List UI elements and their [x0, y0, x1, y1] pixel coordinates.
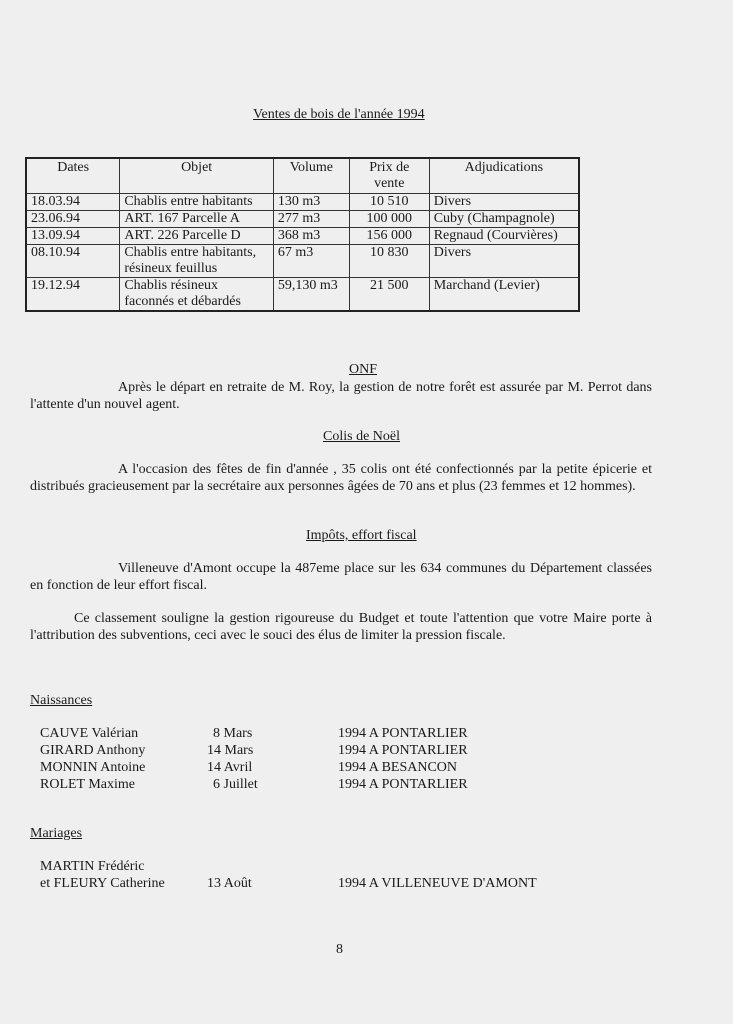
naissances-title: Naissances	[30, 693, 93, 708]
marriage-place: 1994 A VILLENEUVE D'AMONT	[338, 876, 537, 891]
cell-adjudication: Cuby (Champagnole)	[429, 211, 579, 228]
cell-prix: 21 500	[349, 278, 429, 312]
impots-title: Impôts, effort fiscal	[306, 528, 417, 543]
cell-prix: 100 000	[349, 211, 429, 228]
cell-date: 18.03.94	[26, 194, 120, 211]
header-volume: Volume	[273, 158, 349, 194]
table-row	[26, 245, 579, 278]
cell-objet-line: Chablis résineux	[124, 278, 219, 293]
birth-place: 1994 A PONTARLIER	[338, 777, 468, 792]
cell-objet	[120, 245, 274, 278]
table-row	[26, 278, 579, 312]
birth-date: 8 Mars	[213, 726, 253, 741]
mariages-title: Mariages	[30, 826, 83, 841]
cell-objet-line: résineux feuillus	[124, 261, 218, 276]
impots-paragraph-1: Villeneuve d'Amont occupe la 487eme place sur les 634 communes du Département classées en fonction de leur effort fiscal.	[30, 561, 652, 593]
birth-name: MONNIN Antoine	[40, 760, 146, 775]
cell-adjudication: Regnaud (Courvières)	[429, 228, 579, 245]
cell-volume: 67 m3	[273, 245, 349, 278]
cell-objet-line: faconnés et débardés	[124, 294, 241, 309]
cell-date: 08.10.94	[26, 245, 120, 278]
colis-paragraph: A l'occasion des fêtes de fin d'année , 35 colis ont été confectionnés par la petite épicerie et distribués gracieusement par la secrétaire aux personnes âgées de 70 ans et plus (23 femmes et 12 hommes).	[30, 462, 652, 494]
onf-title: ONF	[349, 362, 378, 377]
cell-volume: 368 m3	[273, 228, 349, 245]
marriage-date: 13 Août	[207, 876, 252, 891]
sales-title: Ventes de bois de l'année 1994	[253, 107, 425, 122]
birth-name: ROLET Maxime	[40, 777, 136, 792]
colis-title: Colis de Noël	[323, 429, 400, 444]
table-row	[26, 228, 579, 245]
header-adjudications: Adjudications	[429, 158, 579, 194]
header-objet: Objet	[120, 158, 274, 194]
table-row	[26, 194, 579, 211]
birth-date: 6 Juillet	[213, 777, 258, 792]
cell-prix: 10 830	[349, 245, 429, 278]
cell-objet: ART. 226 Parcelle D	[120, 228, 274, 245]
cell-adjudication: Divers	[429, 194, 579, 211]
birth-place: 1994 A PONTARLIER	[338, 726, 468, 741]
table-header-row	[26, 158, 579, 194]
birth-date: 14 Avril	[207, 760, 253, 775]
cell-volume: 277 m3	[273, 211, 349, 228]
birth-date: 14 Mars	[207, 743, 254, 758]
cell-date: 23.06.94	[26, 211, 120, 228]
cell-objet: ART. 167 Parcelle A	[120, 211, 274, 228]
impots-paragraph-2: Ce classement souligne la gestion rigoureuse du Budget et toute l'attention que votre Maire porte à l'attribution des subventions, ceci avec le souci des élus de limiter la pression fiscale.	[30, 611, 652, 643]
cell-date: 19.12.94	[26, 278, 120, 312]
sales-table	[25, 157, 580, 312]
birth-place: 1994 A BESANCON	[338, 760, 458, 775]
cell-prix: 10 510	[349, 194, 429, 211]
cell-volume: 130 m3	[273, 194, 349, 211]
cell-prix: 156 000	[349, 228, 429, 245]
cell-date: 13.09.94	[26, 228, 120, 245]
header-prix: Prix de vente	[349, 158, 429, 194]
cell-objet-line: Chablis entre habitants,	[124, 245, 257, 260]
table-row	[26, 211, 579, 228]
marriage-line-1: MARTIN Frédéric	[40, 859, 145, 874]
header-dates: Dates	[26, 158, 120, 194]
cell-objet	[120, 278, 274, 312]
page-number: 8	[336, 942, 343, 957]
cell-objet: Chablis entre habitants	[120, 194, 274, 211]
cell-volume: 59,130 m3	[273, 278, 349, 312]
birth-name: GIRARD Anthony	[40, 743, 146, 758]
cell-adjudication: Divers	[429, 245, 579, 278]
birth-name: CAUVE Valérian	[40, 726, 139, 741]
marriage-line-2: et FLEURY Catherine	[40, 876, 165, 891]
onf-paragraph: Après le départ en retraite de M. Roy, la gestion de notre forêt est assurée par M. Perrot dans l'attente d'un nouvel agent.	[30, 380, 652, 412]
birth-place: 1994 A PONTARLIER	[338, 743, 468, 758]
cell-adjudication: Marchand (Levier)	[429, 278, 579, 312]
